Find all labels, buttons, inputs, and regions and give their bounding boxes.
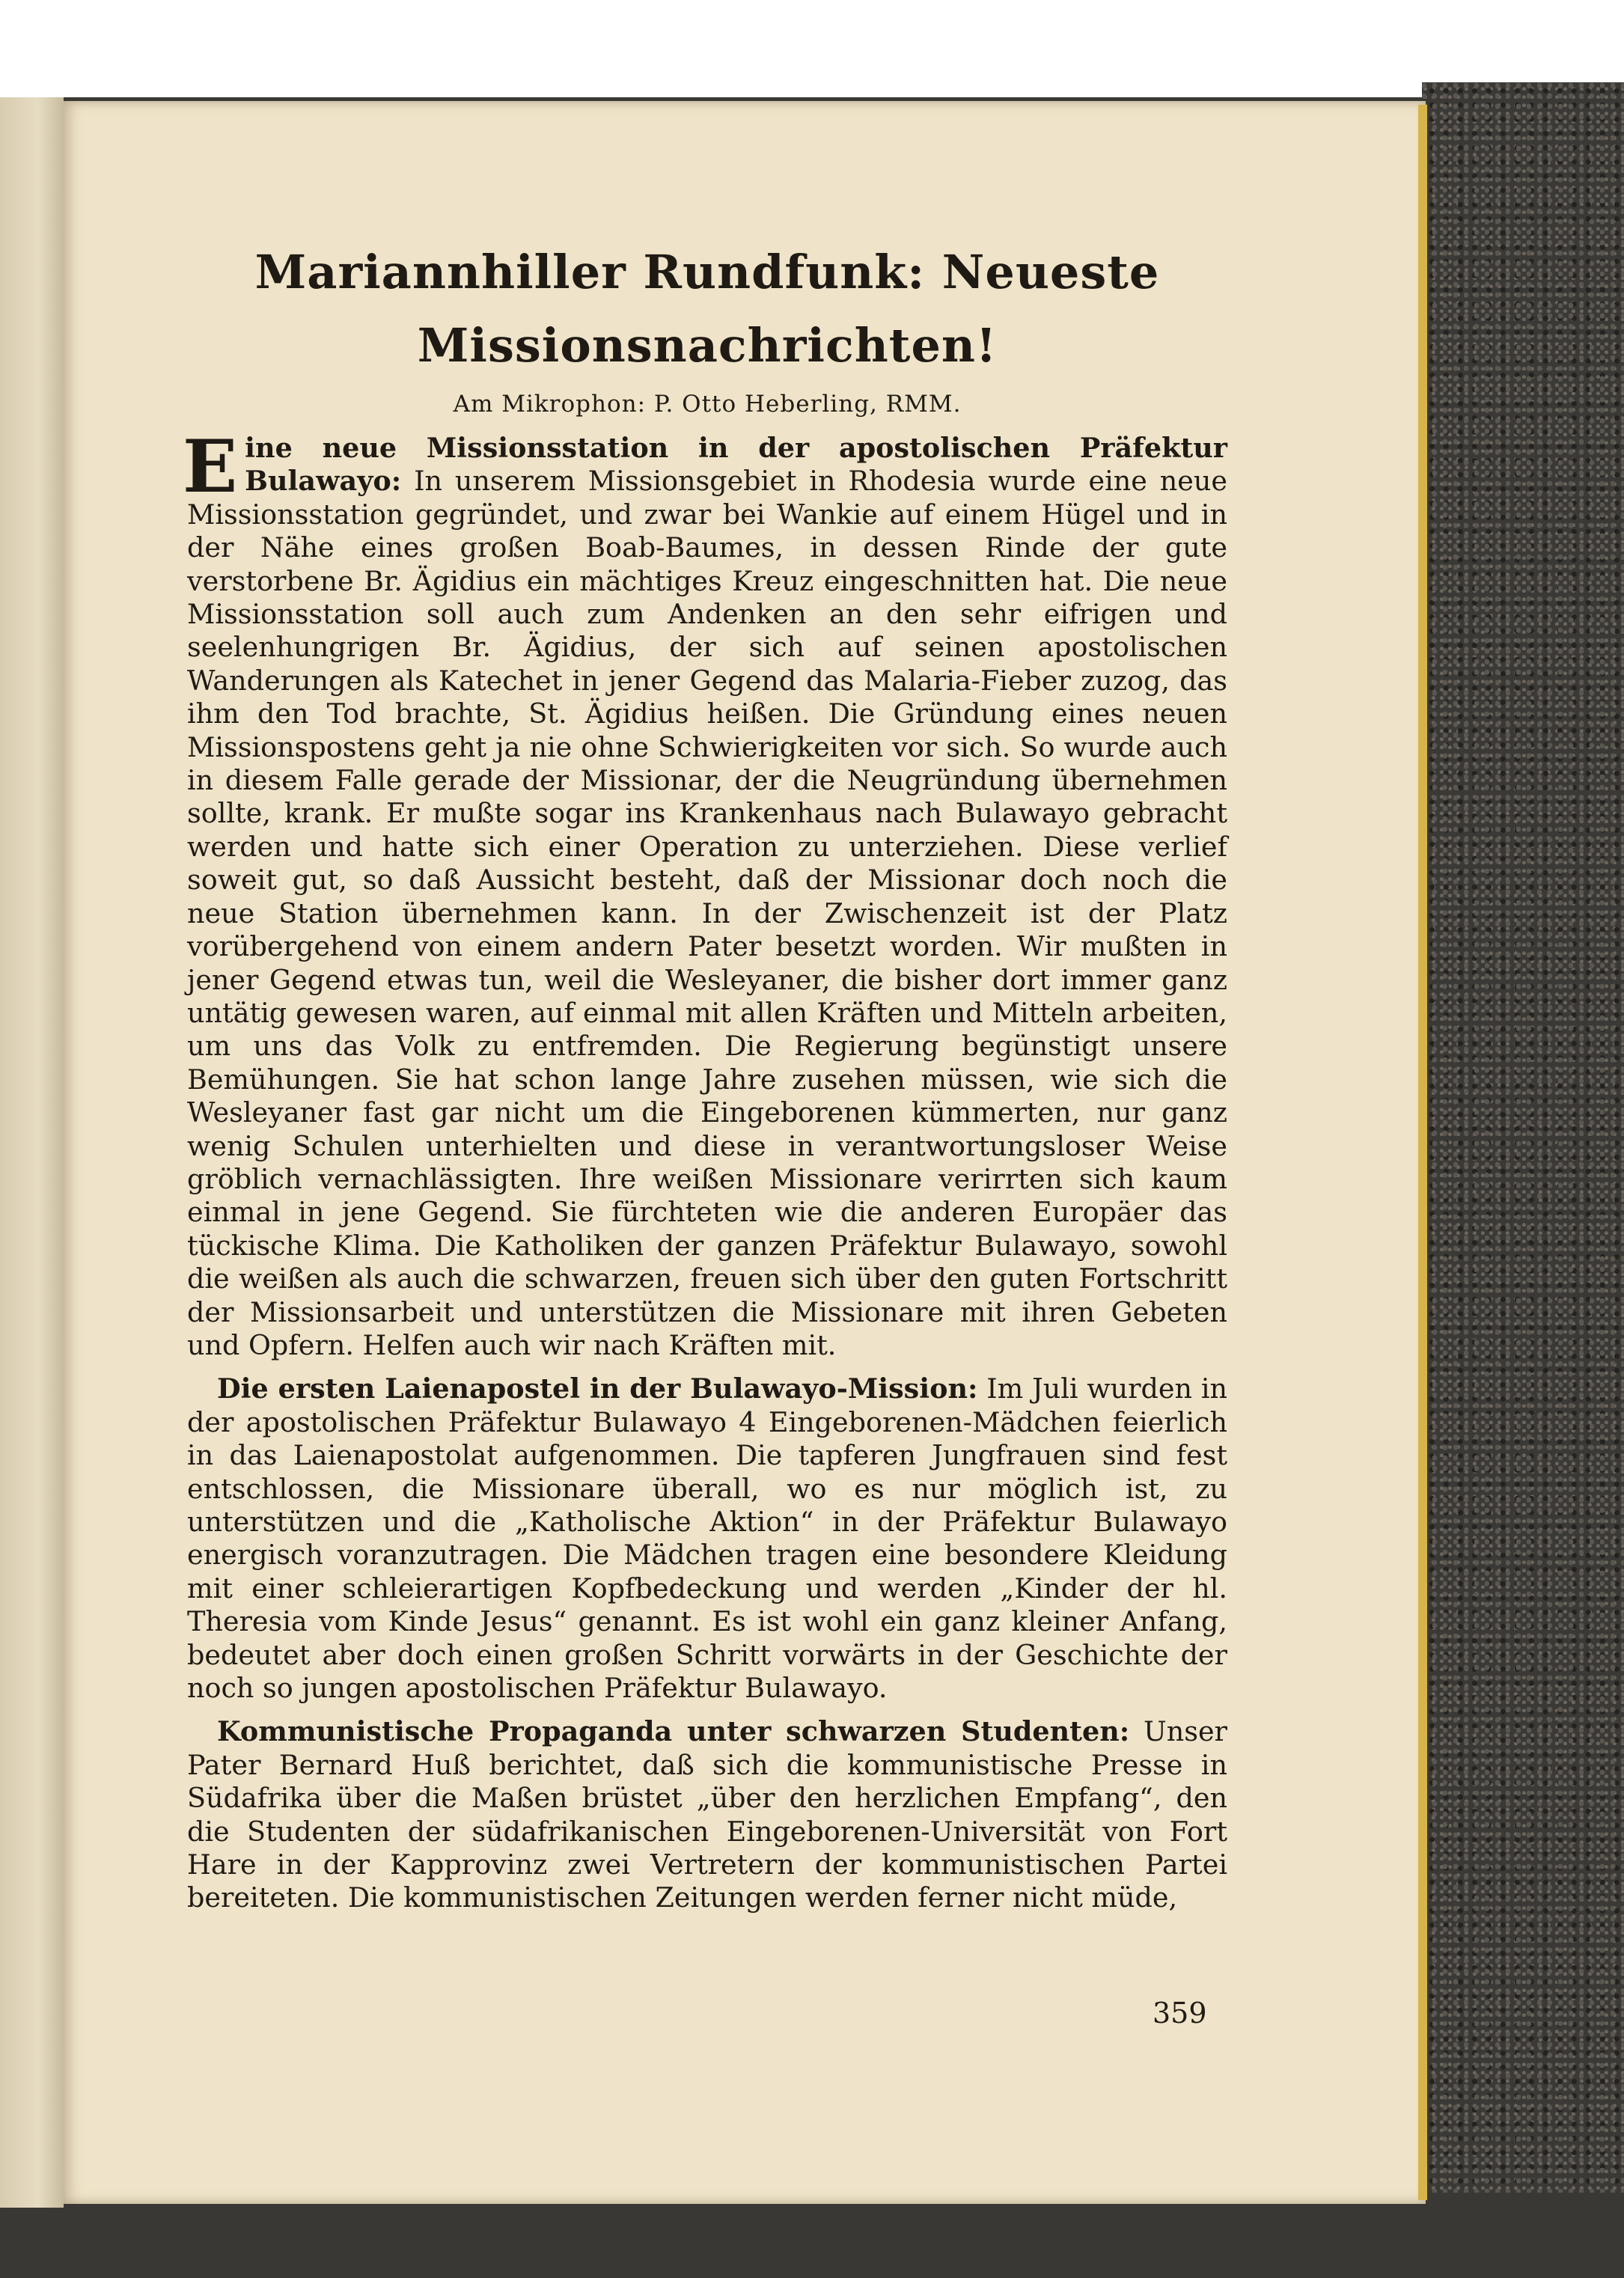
- section-text: In unserem Missionsgebiet in Rhodesia wurde eine neue Missionsstation gegründet, und zwar bei Wankie auf einem Hügel und in der Nähe eines großen Boab-Baumes, in dessen Rinde der gute verstorbene Br. Ägidius ein mächtiges Kreuz eingeschnitten hat. Die neue Missionsstation soll auch zum Andenken an den sehr eifrigen und seelenhungrigen Br. Ägidius, der sich auf seinen apostolischen Wanderungen als Katechet in jener Gegend das Malaria-Fieber zuzog, das ihm den Tod brachte, St. Ägidius heißen. Die Gründung eines neuen Missionspostens geht ja nie ohne Schwierigkeiten vor sich. So wurde auch in diesem Falle gerade der Missionar, der die Neugründung übernehmen sollte, krank. Er mußte sogar ins Krankenhaus nach Bulawayo gebracht werden und hatte sich einer Operation zu unterziehen. Diese verlief soweit gut, so daß Aussicht besteht, daß der Missionar doch noch die neue Station übernehmen kann. In der Zwischenzeit ist der Platz vorübergehend von einem andern Pater besetzt worden. Wir mußten in jener Gegend etwas tun, weil die Wesleyaner, die bisher dort immer ganz untätig gewesen waren, auf einmal mit allen Kräften und Mitteln arbeiten, um uns das Volk zu entfremden. Die Regierung begünstigt unsere Bemühungen. Sie hat schon lange Jahre zusehen müssen, wie sich die Wesleyaner fast gar nicht um die Eingeborenen kümmerten, nur ganz wenig Schulen unterhielten und diese in verantwortungsloser Weise gröblich vernachlässigten. Ihre weißen Missionare verirrten sich kaum einmal in jene Gegend. Sie fürchteten wie die anderen Europäer das tückische Klima. Die Katholiken der ganzen Präfektur Bulawayo, sowohl die weißen als auch die schwarzen, freuen sich über den guten Fortschritt der Missionsarbeit und unterstützen die Missionare mit ihren Gebeten und Opfern. Helfen auch wir nach Kräften mit.: [187, 465, 1227, 1361]
- section-laienapostel: [187, 1372, 1227, 1705]
- section-lead: Kommunistische Propaganda unter schwarzen Studenten:: [217, 1715, 1130, 1748]
- section-text: Unser Pater Bernard Huß berichtet, daß sich die kommunistische Presse in Südafrika über die Maßen brüstet „über den herzlichen Empfang“, den die Studenten der südafrikanischen Eingeborenen-Universität von Fort Hare in der Kapprovinz zwei Vertretern der kommunistischen Partei bereiteten. Die kommunistischen Zeitungen werden ferner nicht müde,: [187, 1715, 1227, 1914]
- previous-page-edge: [0, 97, 64, 2208]
- article: [183, 236, 1227, 1915]
- section-lead: Die ersten Laienapostel in der Bulawayo-Mission:: [217, 1372, 978, 1405]
- scan-top-margin: [0, 0, 1624, 97]
- article-byline: Am Mikrophon: P. Otto Heberling, RMM.: [453, 391, 962, 418]
- page-gilt-edge: [1418, 105, 1427, 2200]
- drop-cap: E: [183, 424, 238, 509]
- section-lead: ine neue Missionsstation in der apostolischen Präfektur Bulawayo:: [245, 432, 1227, 498]
- article-title: Mariannhiller Rundfunk: Neueste Missionsnachrichten!: [254, 245, 1160, 373]
- book-cover-edge: [1422, 82, 1624, 2193]
- page-number: 359: [1153, 1997, 1207, 2030]
- section-bulawayo-station: [183, 424, 1227, 1362]
- section-kommunistische-propaganda: [187, 1715, 1227, 1914]
- section-text: Im Juli wurden in der apostolischen Präfektur Bulawayo 4 Eingeborenen-Mädchen feierlich in das Laienapostolat aufgenommen. Die tapferen Jungfrauen sind fest entschlossen, die Missionare überall, wo es nur möglich ist, zu unterstützen und die „Katholische Aktion“ in der Präfektur Bulawayo energisch voranzutragen. Die Mädchen tragen eine besondere Kleidung mit einer schleierartigen Kopfbedeckung und werden „Kinder der hl. Theresia vom Kinde Jesus“ genannt. Es ist wohl ein ganz kleiner Anfang, bedeutet aber doch einen großen Schritt vorwärts in der Geschichte der noch so jungen apostolischen Präfektur Bulawayo.: [187, 1372, 1227, 1705]
